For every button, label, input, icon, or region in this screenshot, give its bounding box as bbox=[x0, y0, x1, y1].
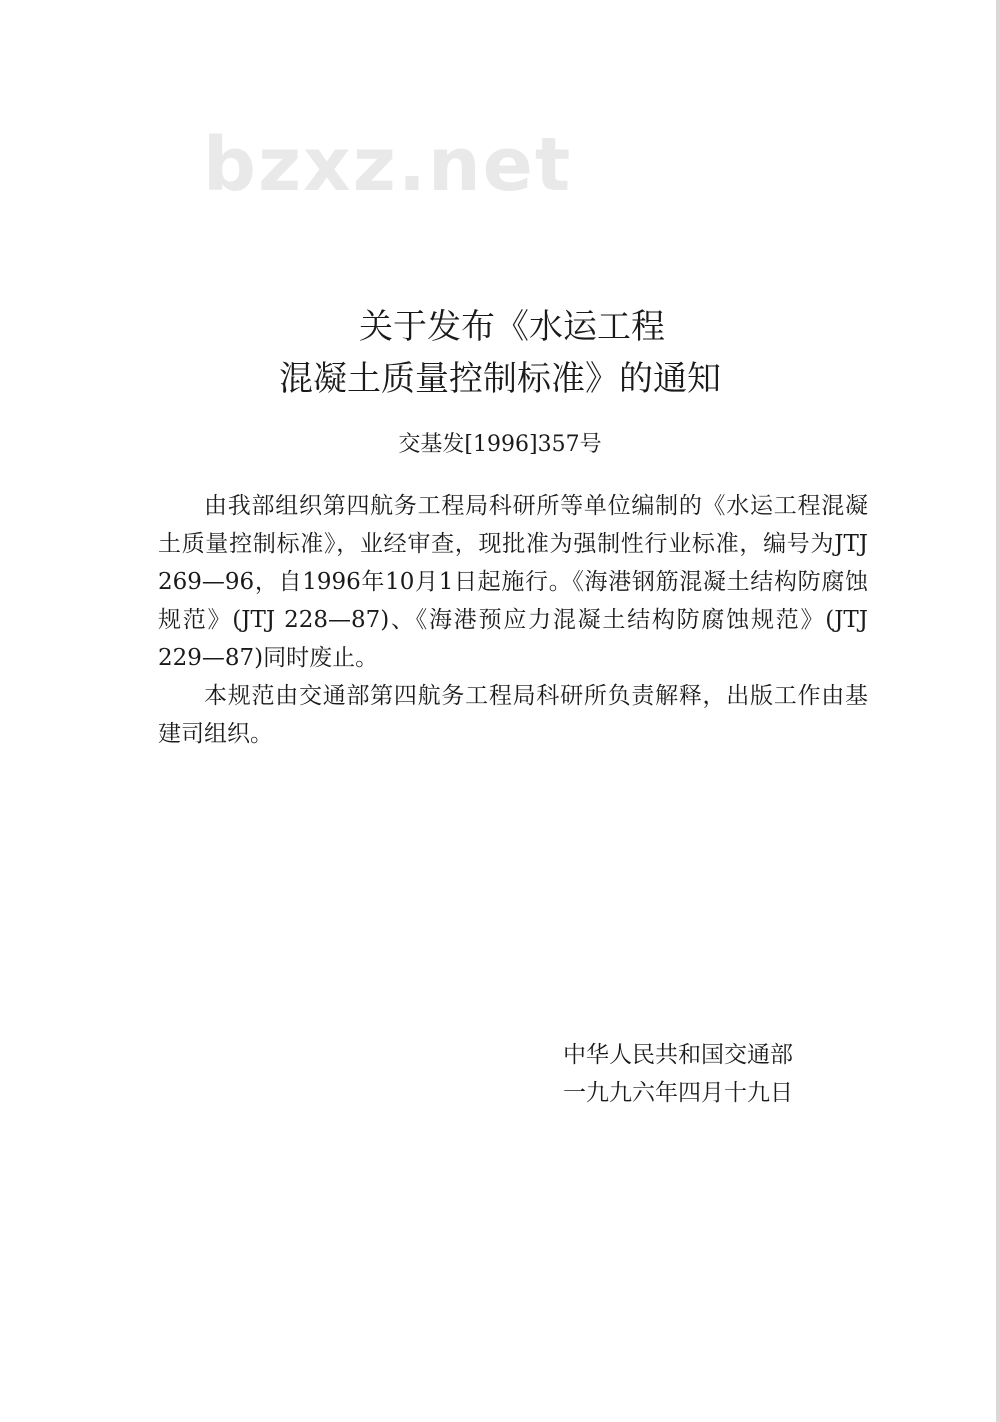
title-line-1: 关于发布《水运工程 bbox=[359, 307, 665, 347]
body-paragraph: 由我部组织第四航务工程局科研所等单位编制的《水运工程混凝土质量控制标准》，业经审查，现批准为强制性行业标准，编号为JTJ 269—96，自1996年10月1日起施行。《海港钢筋混凝土结构防腐蚀规范》(JTJ 228—87)、《海港预应力混凝土结构防腐蚀规范》(JTJ 229—87)同时废止。 bbox=[158, 493, 868, 671]
title-line-2: 混凝土质量控制标准》的通知 bbox=[279, 359, 721, 399]
issue-date: 一九九六年四月十九日 bbox=[563, 1080, 793, 1106]
body-paragraph: 本规范由交通部第四航务工程局科研所负责解释，出版工作由基建司组织。 bbox=[158, 683, 868, 747]
watermark: bzxz.net bbox=[203, 122, 573, 208]
page-edge bbox=[996, 0, 1000, 1422]
document-number: 交基发[1996]357号 bbox=[398, 432, 602, 457]
notice-body bbox=[158, 487, 868, 753]
signature-block bbox=[563, 1036, 793, 1112]
issuer: 中华人民共和国交通部 bbox=[563, 1042, 793, 1068]
